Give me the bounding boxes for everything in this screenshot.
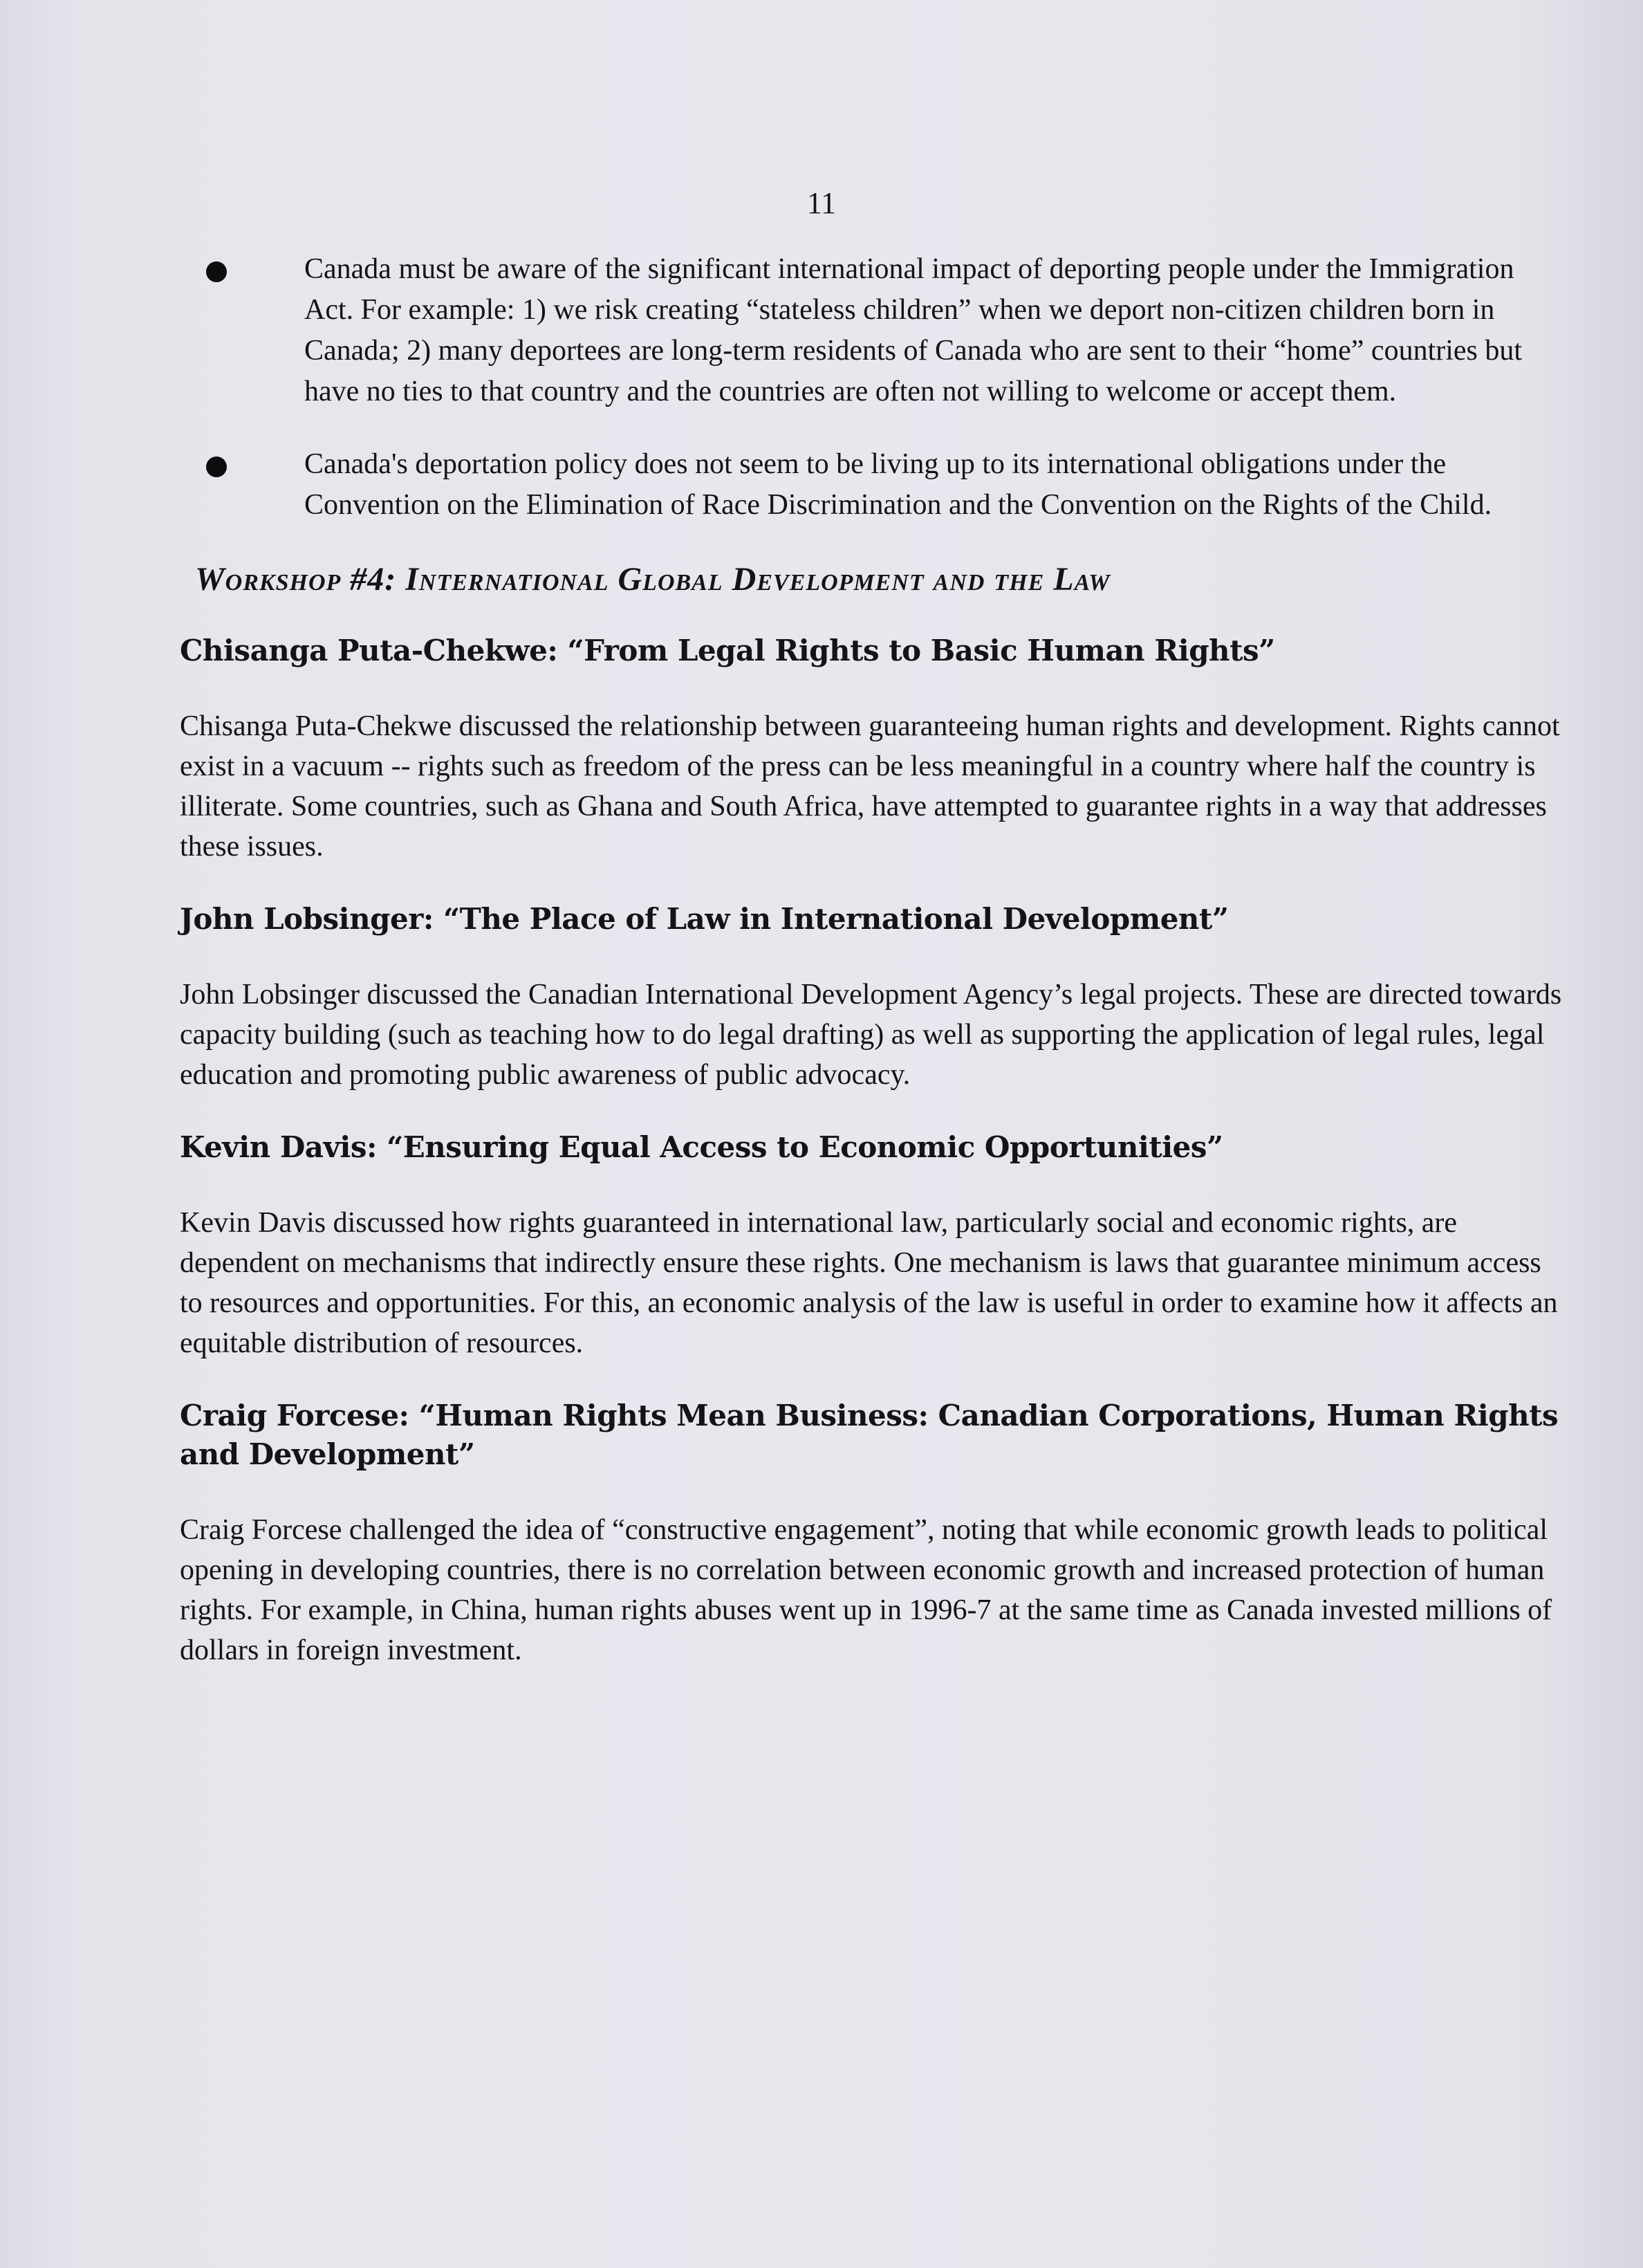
bullet-icon (206, 261, 227, 282)
session-davis (180, 1128, 1563, 1363)
page-content (166, 249, 1563, 1670)
session-title: Kevin Davis: “Ensuring Equal Access to Economic Opportunities” (180, 1130, 1223, 1164)
bullet-list (166, 249, 1563, 526)
bullet-item-deportation-policy (166, 444, 1563, 526)
session-puta-chekwe (180, 631, 1563, 867)
session-title: Chisanga Puta-Chekwe: “From Legal Rights to Basic Human Rights” (180, 634, 1275, 667)
workshop-heading: Workshop #4: International Global Development and the Law (195, 561, 1111, 598)
session-body: John Lobsinger discussed the Canadian International Development Agency’s legal projects. These are directed towards capacity building (such as teaching how to do legal drafting) as well as supporting the application of legal rules, legal education and promoting public awareness of public advocacy. (180, 979, 1562, 1091)
session-body: Craig Forcese challenged the idea of “constructive engagement”, noting that while economic growth leads to political opening in developing countries, there is no correlation between economic growth and increased protection of human rights. For example, in China, human rights abuses went up in 1996-7 at the same time as Canada invested millions of dollars in foreign investment. (180, 1514, 1552, 1666)
session-body: Chisanga Puta-Chekwe discussed the relationship between guaranteeing human rights and development. Rights cannot exist in a vacuum -- rights such as freedom of the press can be less meaningful in a country where half the country is illiterate. Some countries, such as Ghana and South Africa, have attempted to guarantee rights in a way that addresses these issues. (180, 710, 1560, 863)
bullet-text: Canada must be aware of the significant international impact of deporting people under the Immigration Act. For example: 1) we risk creating “stateless children” when we deport non-citizen children born in Canada; 2) many deportees are long-term residents of Canada who are sent to their “home” countries but have no ties to that country and the countries are often not willing to welcome or accept them. (304, 253, 1523, 407)
session-title: Craig Forcese: “Human Rights Mean Business: Canadian Corporations, Human Rights and Development” (180, 1399, 1559, 1471)
page-number: 11 (806, 186, 837, 220)
session-title: John Lobsinger: “The Place of Law in International Development” (180, 902, 1229, 936)
bullet-item-deportation-impact (166, 249, 1563, 412)
session-forcese (180, 1396, 1563, 1670)
session-lobsinger (180, 900, 1563, 1095)
bullet-text: Canada's deportation policy does not seem to be living up to its international obligations under the Convention on the Elimination of Race Discrimination and the Convention on the Rights of the Child. (304, 448, 1492, 521)
bullet-icon (206, 457, 227, 477)
session-body: Kevin Davis discussed how rights guaranteed in international law, particularly social and economic rights, are dependent on mechanisms that indirectly ensure these rights. One mechanism is laws that guarantee minimum access to resources and opportunities. For this, an economic analysis of the law is useful in order to examine how it affects an equitable distribution of resources. (180, 1207, 1558, 1359)
